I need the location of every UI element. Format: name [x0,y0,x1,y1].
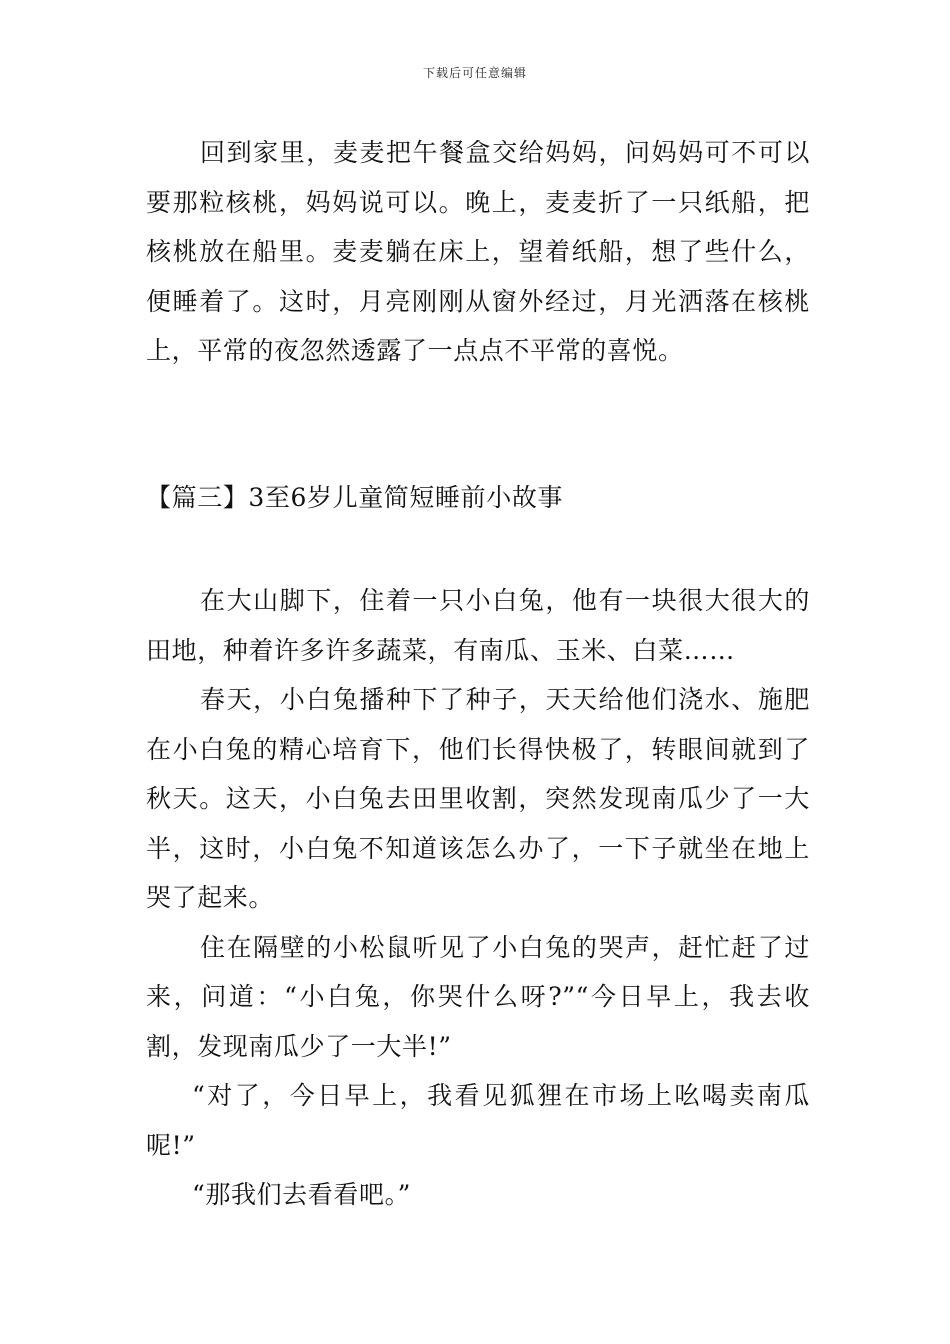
paragraph: 在大山脚下，住着一只小白兔，他有一块很大很大的田地，种着许多许多蔬菜，有南瓜、玉米、白菜…… [146,586,810,665]
paragraph: 住在隔壁的小松鼠听见了小白兔的哭声，赶忙赶了过来，问道：“小白兔，你哭什么呀?”“今日早上，我去收割，发现南瓜少了一大半!” [146,932,810,1061]
document-body [146,128,810,1220]
page-header: 下载后可任意编辑 [422,66,527,80]
paragraph: 春天，小白兔播种下了种子，天天给他们浇水、施肥在小白兔的精心培育下，他们长得快极了，转眼间就到了秋天。这天，小白兔去田里收割，突然发现南瓜少了一大半，这时，小白兔不知道该怎么办了，一下子就坐在地上哭了起来。 [146,685,810,912]
paragraph: “那我们去看看吧。” [192,1180,412,1209]
paragraph: “对了，今日早上，我看见狐狸在市场上吆喝卖南瓜呢!” [146,1081,810,1160]
paragraph: 回到家里，麦麦把午餐盒交给妈妈，问妈妈可不可以要那粒核桃，妈妈说可以。晚上，麦麦折了一只纸船，把核桃放在船里。麦麦躺在床上，望着纸船，想了些什么，便睡着了。这时，月亮刚刚从窗外经过，月光洒落在核桃上，平常的夜忽然透露了一点点不平常的喜悦。 [146,138,810,365]
section-heading: 【篇三】3至6岁儿童简短睡前小故事 [146,482,564,512]
